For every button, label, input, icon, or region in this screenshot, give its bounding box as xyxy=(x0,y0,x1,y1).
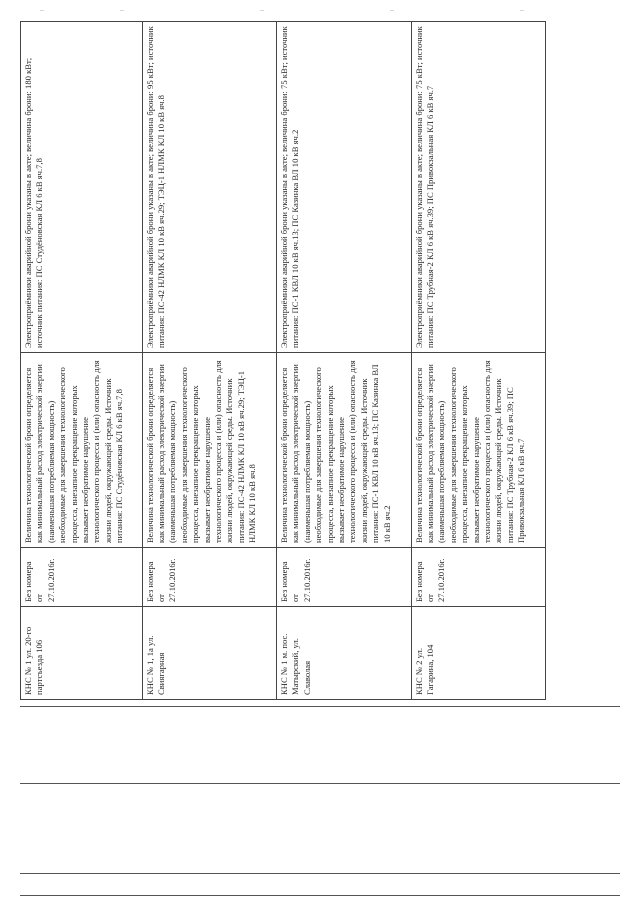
table-row xyxy=(21,22,143,700)
scan-speck xyxy=(260,10,264,11)
scan-speck xyxy=(390,10,394,11)
table-row xyxy=(277,22,411,700)
document-cell: Без номера от 27.10.2016г. xyxy=(277,548,411,607)
scan-speck xyxy=(520,10,524,11)
ruled-line xyxy=(20,895,620,896)
emergency-reserve-cell: Электроприёмники аварийной брони указаны в акте; величина брони: 75 кВт; источник питания: ПС Трубная-2 КЛ 6 кВ яч.39; ПС Привокзальная КЛ 6 кВ яч.7 xyxy=(411,22,545,353)
emergency-reserve-cell: Электроприёмники аварийной брони указаны в акте; величина брони: 95 кВт; источник питания: ПС-42 НЛМК КЛ 10 кВ яч.29; ТЭЦ-1 НЛМК КЛ 10 кВ яч.8 xyxy=(142,22,276,353)
object-cell: КНС № 1 м. пос. Матырский, ул. Славолая xyxy=(277,607,411,700)
ruled-line xyxy=(20,873,620,874)
scan-speck xyxy=(120,10,124,11)
object-cell: КНС № 1 ул. 20-го партсъезда 106 xyxy=(21,607,143,700)
object-cell: КНС № 1, 1а ул. Свиягарная xyxy=(142,607,276,700)
technological-reserve-cell: Величина технологической брони определяется как минимальный расход электрической энергии (наименьшая потребляемая мощность) необходимые для завершения технологического процесса, внезапное прекращение которых вызывает необратимое нарушение технологического процесса и (или) опасность для жизни людей, окружающей среды. Источник питания: ПС Студёновская КЛ 6 кВ яч.7,8 xyxy=(21,353,143,548)
technological-reserve-cell: Величина технологической брони определяется как минимальный расход электрической энергии (наименьшая потребляемая мощность) необходимые для завершения технологического процесса, внезапное прекращение которых вызывает необратимое нарушение технологического процесса и (или) опасность для жизни людей, окружающей среды. Источник питания: ПС-42 НЛМК КЛ 10 кВ яч.29; ТЭЦ-1 НЛМК КЛ 10 кВ яч.8 xyxy=(142,353,276,548)
table-row xyxy=(411,22,545,700)
ruled-line xyxy=(20,783,620,784)
document-cell: Без номера от 27.10.2016г. xyxy=(21,548,143,607)
technological-reserve-cell: Величина технологической брони определяется как минимальный расход электрической энергии (наименьшая потребляемая мощность) необходимые для завершения технологического процесса, внезапное прекращение которых вызывает необратимое нарушение технологического процесса и (или) опасность для жизни людей, окружающей среды. Источник питания: ПС-1 КВЛ 10 кВ яч.13; ПС Казинка ВЛ 10 кВ яч.2 xyxy=(277,353,411,548)
table-row xyxy=(142,22,276,700)
emergency-reserve-cell: Электроприёмники аварийной брони указаны в акте; величина брони: 75 кВт; источник питания: ПС-1 КВЛ 10 кВ яч.13; ПС Казинка ВЛ 10 кВ яч.2 xyxy=(277,22,411,353)
ruled-line xyxy=(20,706,620,707)
reservation-table xyxy=(20,21,546,700)
document-cell: Без номера от 27.10.2016г. xyxy=(411,548,545,607)
rotated-table-wrapper xyxy=(20,22,546,700)
technological-reserve-cell: Величина технологической брони определяется как минимальный расход электрической энергии (наименьшая потребляемая мощность) необходимые для завершения технологического процесса, внезапное прекращение которых вызывает необратимое нарушение технологического процесса и (или) опасность для жизни людей, окружающей среды. Источник питания: ПС Трубная-2 КЛ 6 кВ яч.39; ПС Привокзальная КЛ 6 кВ яч.7 xyxy=(411,353,545,548)
document-cell: Без номера от 27.10.2016г. xyxy=(142,548,276,607)
scan-speck xyxy=(40,10,44,11)
emergency-reserve-cell: Электроприёмники аварийной брони указаны в акте; величина брони: 180 кВт; источник питания: ПС Студёновская КЛ 6 кВ яч.7,8 xyxy=(21,22,143,353)
object-cell: КНС № 2 ул. Гагарина, 104 xyxy=(411,607,545,700)
